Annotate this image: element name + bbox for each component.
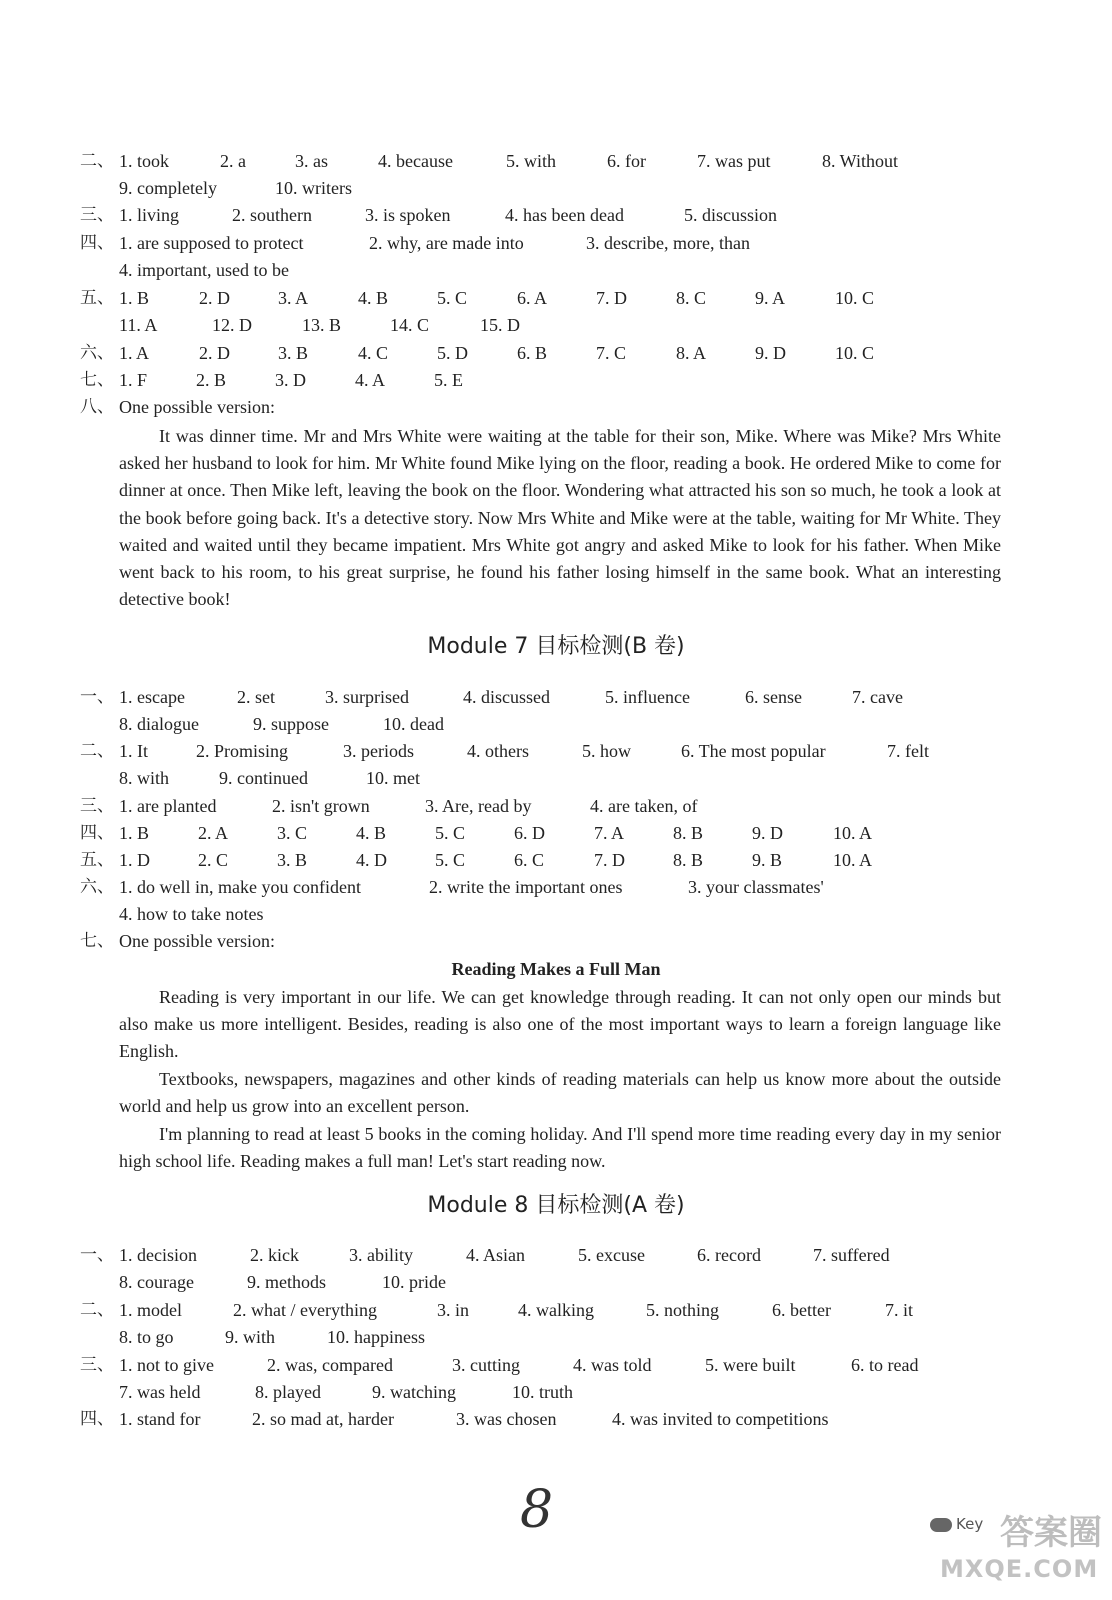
answer-item: 2. southern (232, 205, 312, 225)
answer-item: 4. was invited to competitions (612, 1409, 829, 1429)
answer-item: 9. completely (119, 178, 217, 198)
answer-item: 7. suffered (813, 1245, 890, 1265)
answer-item: 6. C (514, 850, 545, 870)
essay-paragraph: It was dinner time. Mr and Mrs White were waiting at the table for their son, Mike. Where was Mike? Mrs White asked her husband to look for him. Mr White found Mike lying on the floor, reading a book. He ordered Mike to come for dinner at once. Then Mike left, leaving the book on the floor. Wondering what attracted his son so much, he took a look at the book before going back. It's a detective story. Now Mrs White and Mike were at the table, waiting for Mr White. They waited and waited until they became impatient. Mrs White got angry and asked Mike to look for his father. When Mike went back to his room, to his great surprise, he found his father losing himself in the same book. What an interesting detective book! (119, 426, 1001, 610)
answer-item: 10. dead (383, 714, 444, 734)
answer-item: 7. was held (119, 1382, 201, 1402)
answer-item: 3. B (277, 850, 308, 870)
answer-item: 1. A (119, 343, 150, 363)
answer-item: 2. set (237, 687, 275, 707)
answer-item: 1. F (119, 370, 148, 390)
answer-item: 3. was chosen (456, 1409, 557, 1429)
essay-title: Reading Makes a Full Man (451, 959, 661, 979)
answer-item: 5. excuse (578, 1245, 645, 1265)
answer-item: 3. periods (343, 741, 414, 761)
answer-item: 2. Promising (196, 741, 289, 761)
answer-item: 1. model (119, 1300, 182, 1320)
section-label: 三、 (80, 205, 114, 225)
answer-item: 5. influence (605, 687, 690, 707)
answer-item: 7. felt (887, 741, 929, 761)
section-label: 二、 (80, 1300, 114, 1320)
answer-item: 4. walking (518, 1300, 594, 1320)
answer-item: 9. B (752, 850, 783, 870)
answer-item: 2. a (220, 151, 246, 171)
answer-item: 3. ability (349, 1245, 413, 1265)
section-label: 四、 (80, 823, 114, 843)
answer-item: 10. C (835, 343, 875, 363)
section-label: 三、 (80, 1355, 114, 1375)
answer-item: 6. sense (745, 687, 802, 707)
answer-item: 1. escape (119, 687, 185, 707)
answer-item: 10. A (833, 823, 873, 843)
answer-item: 2. so mad at, harder (252, 1409, 394, 1429)
answer-item: 9. methods (247, 1272, 326, 1292)
answer-item: 8. B (673, 850, 704, 870)
answer-item: 8. played (255, 1382, 321, 1402)
essay-paragraph: Reading is very important in our life. We can get knowledge through reading. It can not only open our minds but also make us more intelligent. Besides, reading is also one of the most important ways to learn a foreign language like English. (119, 987, 1001, 1062)
essay-paragraph: Textbooks, newspapers, magazines and other kinds of reading materials can help us know more about the outside world and help us grow into an excellent person. (119, 1069, 1001, 1117)
answer-item: 3. surprised (325, 687, 409, 707)
answer-item: 9. D (755, 343, 786, 363)
section-label: 四、 (80, 1409, 114, 1429)
answer-item: 12. D (212, 315, 252, 335)
answer-item: 15. D (480, 315, 520, 335)
answer-item: 1. B (119, 288, 150, 308)
answer-item: 8. with (119, 768, 170, 788)
answer-item: 2. why, are made into (369, 233, 524, 253)
answer-item: 10. A (833, 850, 873, 870)
answer-item: 9. watching (372, 1382, 456, 1402)
answer-item: 2. isn't grown (272, 796, 370, 816)
answer-item: 1. stand for (119, 1409, 201, 1429)
key-label: Key (956, 1515, 984, 1533)
answer-item: 4. Asian (466, 1245, 526, 1265)
answer-item: 3. Are, read by (425, 796, 532, 816)
answer-item: 4. discussed (463, 687, 550, 707)
section-label: 三、 (80, 796, 114, 816)
section-label: 一、 (80, 1245, 114, 1265)
answer-item: 5. discussion (684, 205, 778, 225)
key-footer (930, 1515, 983, 1533)
answer-item: 4. how to take notes (119, 904, 264, 924)
answer-item: 10. pride (382, 1272, 446, 1292)
answer-item: 5. were built (705, 1355, 796, 1375)
answer-item: 2. D (199, 288, 230, 308)
answer-item: 7. it (885, 1300, 914, 1320)
answer-item: 8. courage (119, 1272, 194, 1292)
answer-item: 1. are supposed to protect (119, 233, 304, 253)
answer-item: 4. B (356, 823, 387, 843)
answer-item: 3. describe, more, than (586, 233, 750, 253)
answer-item: 1. do well in, make you confident (119, 877, 361, 897)
section-label: 五、 (80, 850, 114, 870)
answer-item: 3. B (278, 343, 309, 363)
answer-item: 5. C (437, 288, 468, 308)
answer-item: 4. because (378, 151, 453, 171)
answer-item: 8. Without (822, 151, 898, 171)
section-label: 七、 (80, 931, 114, 951)
watermark-url: MXQE.COM (940, 1555, 1099, 1583)
answer-item: 3. D (275, 370, 306, 390)
section-label: 二、 (80, 151, 114, 171)
answer-item: 5. with (506, 151, 557, 171)
watermark-logo: 答案圈 (1000, 1513, 1102, 1553)
answer-item: 3. A (278, 288, 309, 308)
answer-item: 2. write the important ones (429, 877, 623, 897)
answer-item: 2. A (198, 823, 229, 843)
answer-item: 5. nothing (646, 1300, 720, 1320)
handwritten-page-number: 8 (520, 1480, 554, 1540)
answer-item: 4. has been dead (505, 205, 624, 225)
section-label: 七、 (80, 370, 114, 390)
answer-item: 3. as (295, 151, 328, 171)
answer-item: 7. D (596, 288, 627, 308)
answer-item: 6. D (514, 823, 545, 843)
key-badge-icon (930, 1518, 952, 1532)
essay-intro: One possible version: (119, 931, 275, 951)
answer-item: 1. took (119, 151, 170, 171)
module-title: Module 7 目标检测(B 卷) (427, 634, 685, 659)
answer-item: 9. A (755, 288, 786, 308)
answer-item: 3. C (277, 823, 308, 843)
section-label: 二、 (80, 741, 114, 761)
answer-item: 7. A (594, 823, 625, 843)
answer-item: 6. to read (851, 1355, 919, 1375)
section-label: 六、 (80, 877, 114, 897)
answer-item: 13. B (302, 315, 342, 335)
section-label: 八、 (80, 397, 114, 417)
answer-item: 4. D (356, 850, 387, 870)
answer-item: 10. writers (275, 178, 352, 198)
answer-item: 7. cave (852, 687, 903, 707)
answer-item: 10. met (366, 768, 420, 788)
answer-item: 4. A (355, 370, 386, 390)
answer-item: 2. B (196, 370, 227, 390)
answer-item: 8. C (676, 288, 707, 308)
answer-item: 10. happiness (327, 1327, 425, 1347)
essay-paragraph: I'm planning to read at least 5 books in the coming holiday. And I'll spend more time reading every day in my senior high school life. Reading makes a full man! Let's start reading now. (119, 1124, 1001, 1172)
answer-item: 5. how (582, 741, 631, 761)
answer-item: 7. D (594, 850, 625, 870)
answer-item: 6. better (772, 1300, 831, 1320)
answer-item: 2. kick (250, 1245, 299, 1265)
answer-item: 6. B (517, 343, 548, 363)
answer-item: 1. It (119, 741, 148, 761)
answer-item: 2. what / everything (233, 1300, 377, 1320)
answer-item: 8. A (676, 343, 707, 363)
section-label: 五、 (80, 288, 114, 308)
answer-item: 2. C (198, 850, 229, 870)
section-label: 四、 (80, 233, 114, 253)
answer-item: 9. suppose (253, 714, 329, 734)
section-label: 一、 (80, 687, 114, 707)
answer-item: 10. C (835, 288, 875, 308)
answer-item: 8. to go (119, 1327, 174, 1347)
answer-item: 8. B (673, 823, 704, 843)
answer-item: 3. cutting (452, 1355, 520, 1375)
answer-item: 6. The most popular (681, 741, 826, 761)
answer-item: 9. with (225, 1327, 276, 1347)
answer-item: 10. truth (512, 1382, 573, 1402)
section-label: 六、 (80, 343, 114, 363)
answer-item: 8. dialogue (119, 714, 199, 734)
answer-item: 1. decision (119, 1245, 197, 1265)
answer-item: 6. A (517, 288, 548, 308)
answer-item: 4. C (358, 343, 389, 363)
answer-item: 7. was put (697, 151, 771, 171)
answer-item: 5. D (437, 343, 468, 363)
answer-item: 4. B (358, 288, 389, 308)
answer-item: 3. in (437, 1300, 470, 1320)
answer-item: 2. was, compared (267, 1355, 393, 1375)
answer-item: 5. C (435, 850, 466, 870)
answer-item: 9. D (752, 823, 783, 843)
answer-item: 4. important, used to be (119, 260, 289, 280)
module-title: Module 8 目标检测(A 卷) (427, 1193, 685, 1218)
answer-item: 2. D (199, 343, 230, 363)
answer-item: 4. was told (573, 1355, 652, 1375)
answer-item: 5. C (435, 823, 466, 843)
answer-item: 11. A (119, 315, 158, 335)
answer-item: 4. others (467, 741, 529, 761)
answer-item: 6. for (607, 151, 646, 171)
answer-item: 1. are planted (119, 796, 217, 816)
answer-item: 1. not to give (119, 1355, 214, 1375)
essay-intro: One possible version: (119, 397, 275, 417)
answer-item: 1. living (119, 205, 180, 225)
answer-item: 3. is spoken (365, 205, 451, 225)
answer-item: 4. are taken, of (590, 796, 698, 816)
answer-item: 1. D (119, 850, 150, 870)
answer-item: 1. B (119, 823, 150, 843)
answer-item: 5. E (434, 370, 463, 390)
answer-item: 3. your classmates' (688, 877, 824, 897)
answer-item: 7. C (596, 343, 627, 363)
answer-item: 9. continued (219, 768, 308, 788)
answer-item: 6. record (697, 1245, 761, 1265)
answer-item: 14. C (390, 315, 430, 335)
